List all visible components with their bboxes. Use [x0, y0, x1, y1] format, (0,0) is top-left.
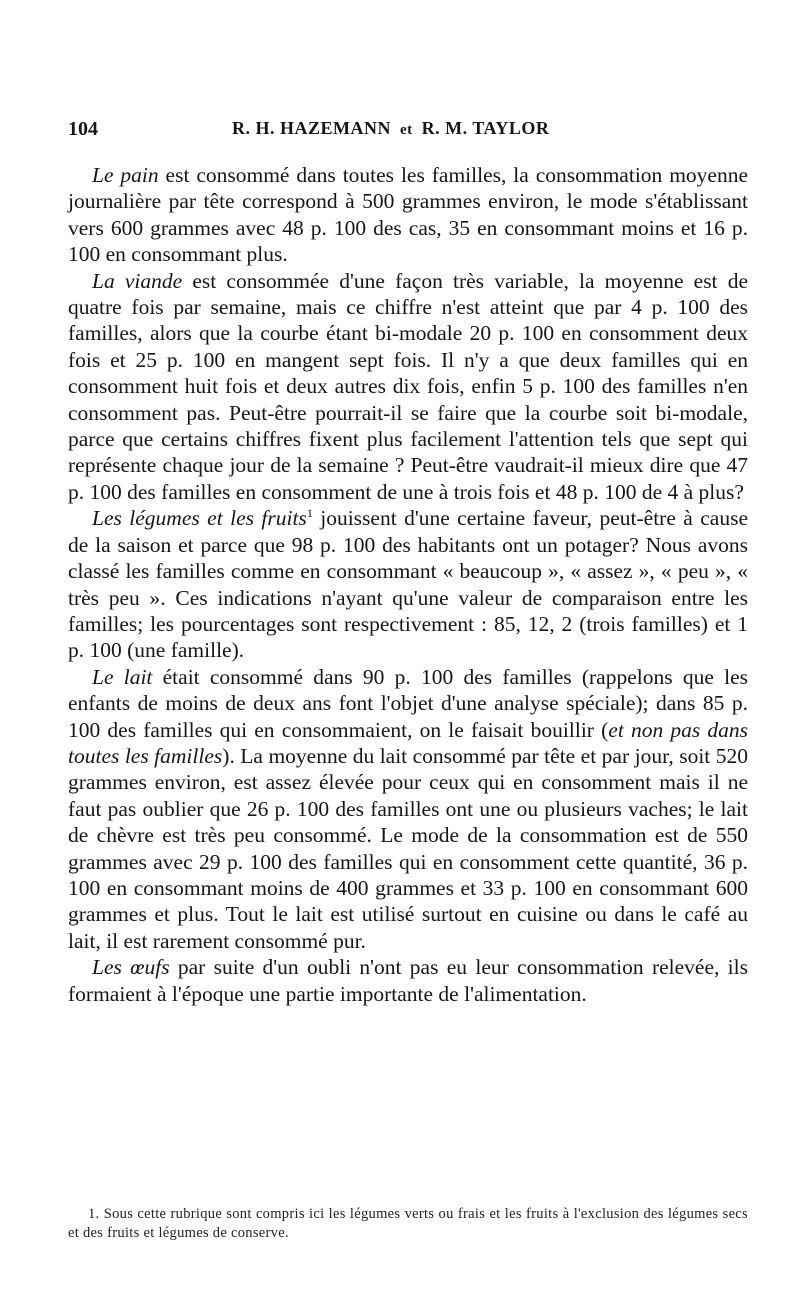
- paragraph-lead: Les œufs: [92, 955, 170, 980]
- paragraph-text: était consommé dans 90 p. 100 des familles (rappelons que les enfants de moins de deux ans font l'objet d'une analyse spéciale); dans 85 p. 100 des familles qui en consommaient, on le faisait bouillir (: [68, 664, 748, 742]
- paragraph-lead: Le pain: [92, 163, 159, 187]
- footnote-reference: 1: [306, 506, 313, 521]
- paragraph-viande: [68, 268, 748, 506]
- running-header: [68, 118, 748, 148]
- page-number: 104: [68, 118, 98, 140]
- paragraph-text: par suite d'un oubli n'ont pas eu leur consommation relevée, ils formaient à l'époque une partie importante de l'alimentation.: [68, 955, 748, 1006]
- paragraph-text: est consommée d'une façon très variable, la moyenne est de quatre fois par semaine, mais ce chiffre n'est atteint que par 4 p. 100 des familles, alors que la courbe étant bi-modale 20 p. 100 en consomment deux fois et 25 p. 100 en mangent sept fois. Il n'y a que deux familles qui en consomment huit fois et deux autres dix fois, enfin 5 p. 100 des familles n'en consomment pas. Peut-être pourrait-il se faire que la courbe soit bi-modale, parce que certains chiffres fixent plus facilement l'attention tels que sept qui représente chaque jour de la semaine ? Peut-être vaudrait-il mieux dire que 47 p. 100 des familles en consomment de une à trois fois et 48 p. 100 de 4 à plus?: [68, 268, 748, 504]
- footnote: [68, 1205, 748, 1243]
- paragraph-oeufs: [68, 954, 748, 1007]
- paragraph-text: jouissent d'une certaine faveur, peut-être à cause de la saison et parce que 98 p. 100 des habitants ont un potager? Nous avons classé les familles comme en consommant « beaucoup », « assez », « peu », « très peu ». Ces indications n'ayant qu'une valeur de comparaison entre les familles; les pourcentages sont respectivement : 85, 12, 2 (trois familles) et 1 p. 100 (une famille).: [68, 506, 748, 663]
- footnote-number: 1.: [88, 1206, 100, 1222]
- paragraph-lead: Les légumes et les fruits: [92, 506, 307, 531]
- paragraph-lead: La viande: [92, 268, 183, 293]
- author-conjunction: et: [400, 122, 413, 138]
- paragraph-text-continued: ). La moyenne du lait consommé par tête et par jour, soit 520 grammes environ, est assez élevée pour ceux qui en consomment mais il ne faut pas oublier que 26 p. 100 des familles ont une ou plusieurs vaches; le lait de chèvre est très peu consommé. Le mode de la consommation est de 550 grammes avec 29 p. 100 des familles qui en consomment cette quantité, 36 p. 100 en consommant moins de 400 grammes et 33 p. 100 en consommant 600 grammes et plus. Tout le lait est utilisé surtout en cuisine ou dans le café au lait, il est rarement consommé pur.: [68, 743, 749, 953]
- author-1: R. H. HAZEMANN: [232, 118, 391, 138]
- running-head-authors: [232, 118, 549, 139]
- main-text: [68, 162, 748, 1007]
- paragraph-lead: Le lait: [92, 664, 153, 689]
- paragraph-lait: [68, 664, 748, 954]
- footnote-text: Sous cette rubrique sont compris ici les légumes verts ou frais et les fruits à l'exclusion des légumes secs et des fruits et légumes de conserve.: [68, 1206, 748, 1241]
- paragraph-text: est consommé dans toutes les familles, la consommation moyenne journalière par tête correspond à 500 grammes environ, le mode s'établissant vers 600 grammes avec 48 p. 100 des cas, 35 en consommant moins et 16 p. 100 en consommant plus.: [68, 163, 749, 267]
- author-2: R. M. TAYLOR: [421, 118, 550, 138]
- paragraph-italic-phrase: et non pas dans toutes les familles: [68, 717, 748, 768]
- paragraph-legumes: [68, 505, 748, 663]
- paragraph-pain: [68, 162, 748, 268]
